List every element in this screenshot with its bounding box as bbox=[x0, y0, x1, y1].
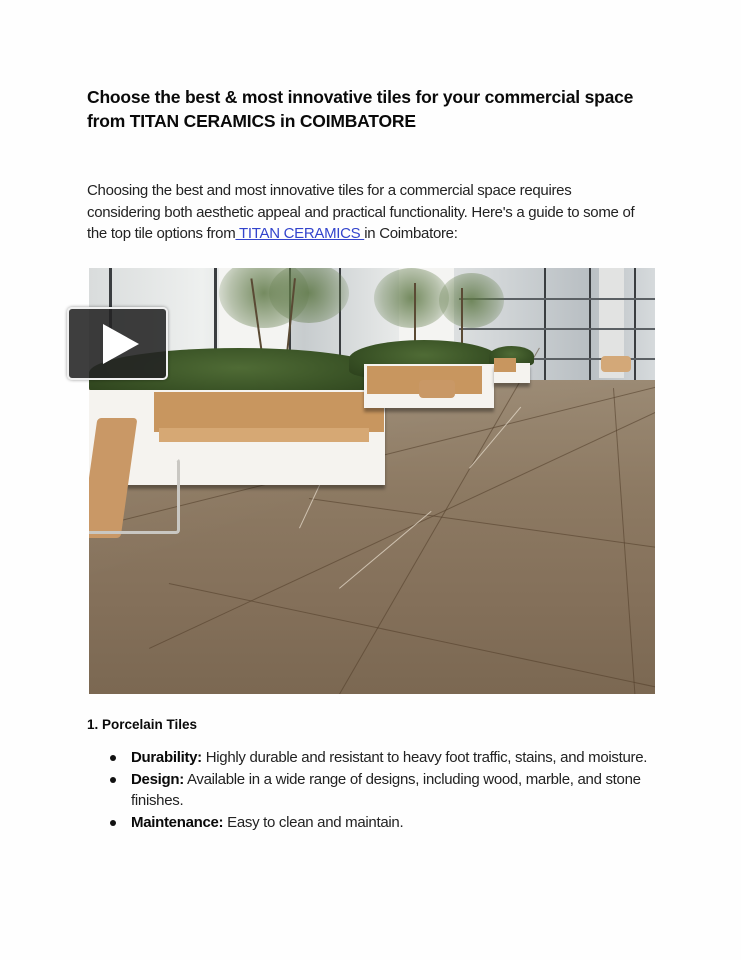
intro-text-after-link: in Coimbatore: bbox=[364, 225, 458, 242]
wooden-bench-insert bbox=[494, 358, 516, 372]
window-transom bbox=[459, 328, 655, 330]
list-item-durability bbox=[107, 747, 652, 768]
window-mullion bbox=[589, 268, 591, 398]
bullet-icon bbox=[110, 777, 116, 783]
intro-paragraph bbox=[87, 180, 647, 245]
document-title: Choose the best & most innovative tiles for your commercial space from TITAN CERAMICS in COIMBATORE bbox=[87, 87, 634, 131]
tree-canopy bbox=[374, 268, 449, 328]
hero-image bbox=[89, 268, 655, 694]
list-item-text: Available in a wide range of designs, including wood, marble, and stone finishes. bbox=[131, 771, 641, 809]
window-mullion bbox=[634, 268, 636, 398]
list-item-maintenance bbox=[107, 812, 652, 833]
tree-canopy bbox=[439, 273, 504, 328]
distant-chair bbox=[419, 380, 455, 398]
wooden-bench-insert bbox=[154, 392, 384, 432]
bullet-icon bbox=[110, 820, 116, 826]
titan-ceramics-link[interactable]: TITAN CERAMICS bbox=[235, 225, 365, 242]
window-mullion bbox=[544, 268, 546, 398]
distant-chair bbox=[601, 356, 631, 372]
list-item-text: Highly durable and resistant to heavy foot traffic, stains, and moisture. bbox=[201, 749, 648, 766]
porcelain-features-list bbox=[107, 747, 652, 834]
section-heading-porcelain-tiles: 1. Porcelain Tiles bbox=[87, 717, 198, 732]
list-item-label: Durability: bbox=[131, 749, 202, 766]
wooden-bench-seat bbox=[159, 428, 369, 442]
chair-frame bbox=[89, 458, 180, 534]
bullet-icon bbox=[110, 755, 116, 761]
play-video-button[interactable] bbox=[67, 307, 168, 380]
list-item-label: Maintenance: bbox=[131, 814, 224, 831]
list-item-text: Easy to clean and maintain. bbox=[223, 814, 404, 831]
play-icon bbox=[103, 324, 139, 364]
intro-text-before-link: Choosing the best and most innovative tiles for a commercial space requires considering both aesthetic appeal and practical functionality. Here's a guide to some of the top tile options from bbox=[87, 182, 635, 242]
list-item-label: Design: bbox=[131, 771, 184, 788]
list-item-design bbox=[107, 769, 652, 811]
